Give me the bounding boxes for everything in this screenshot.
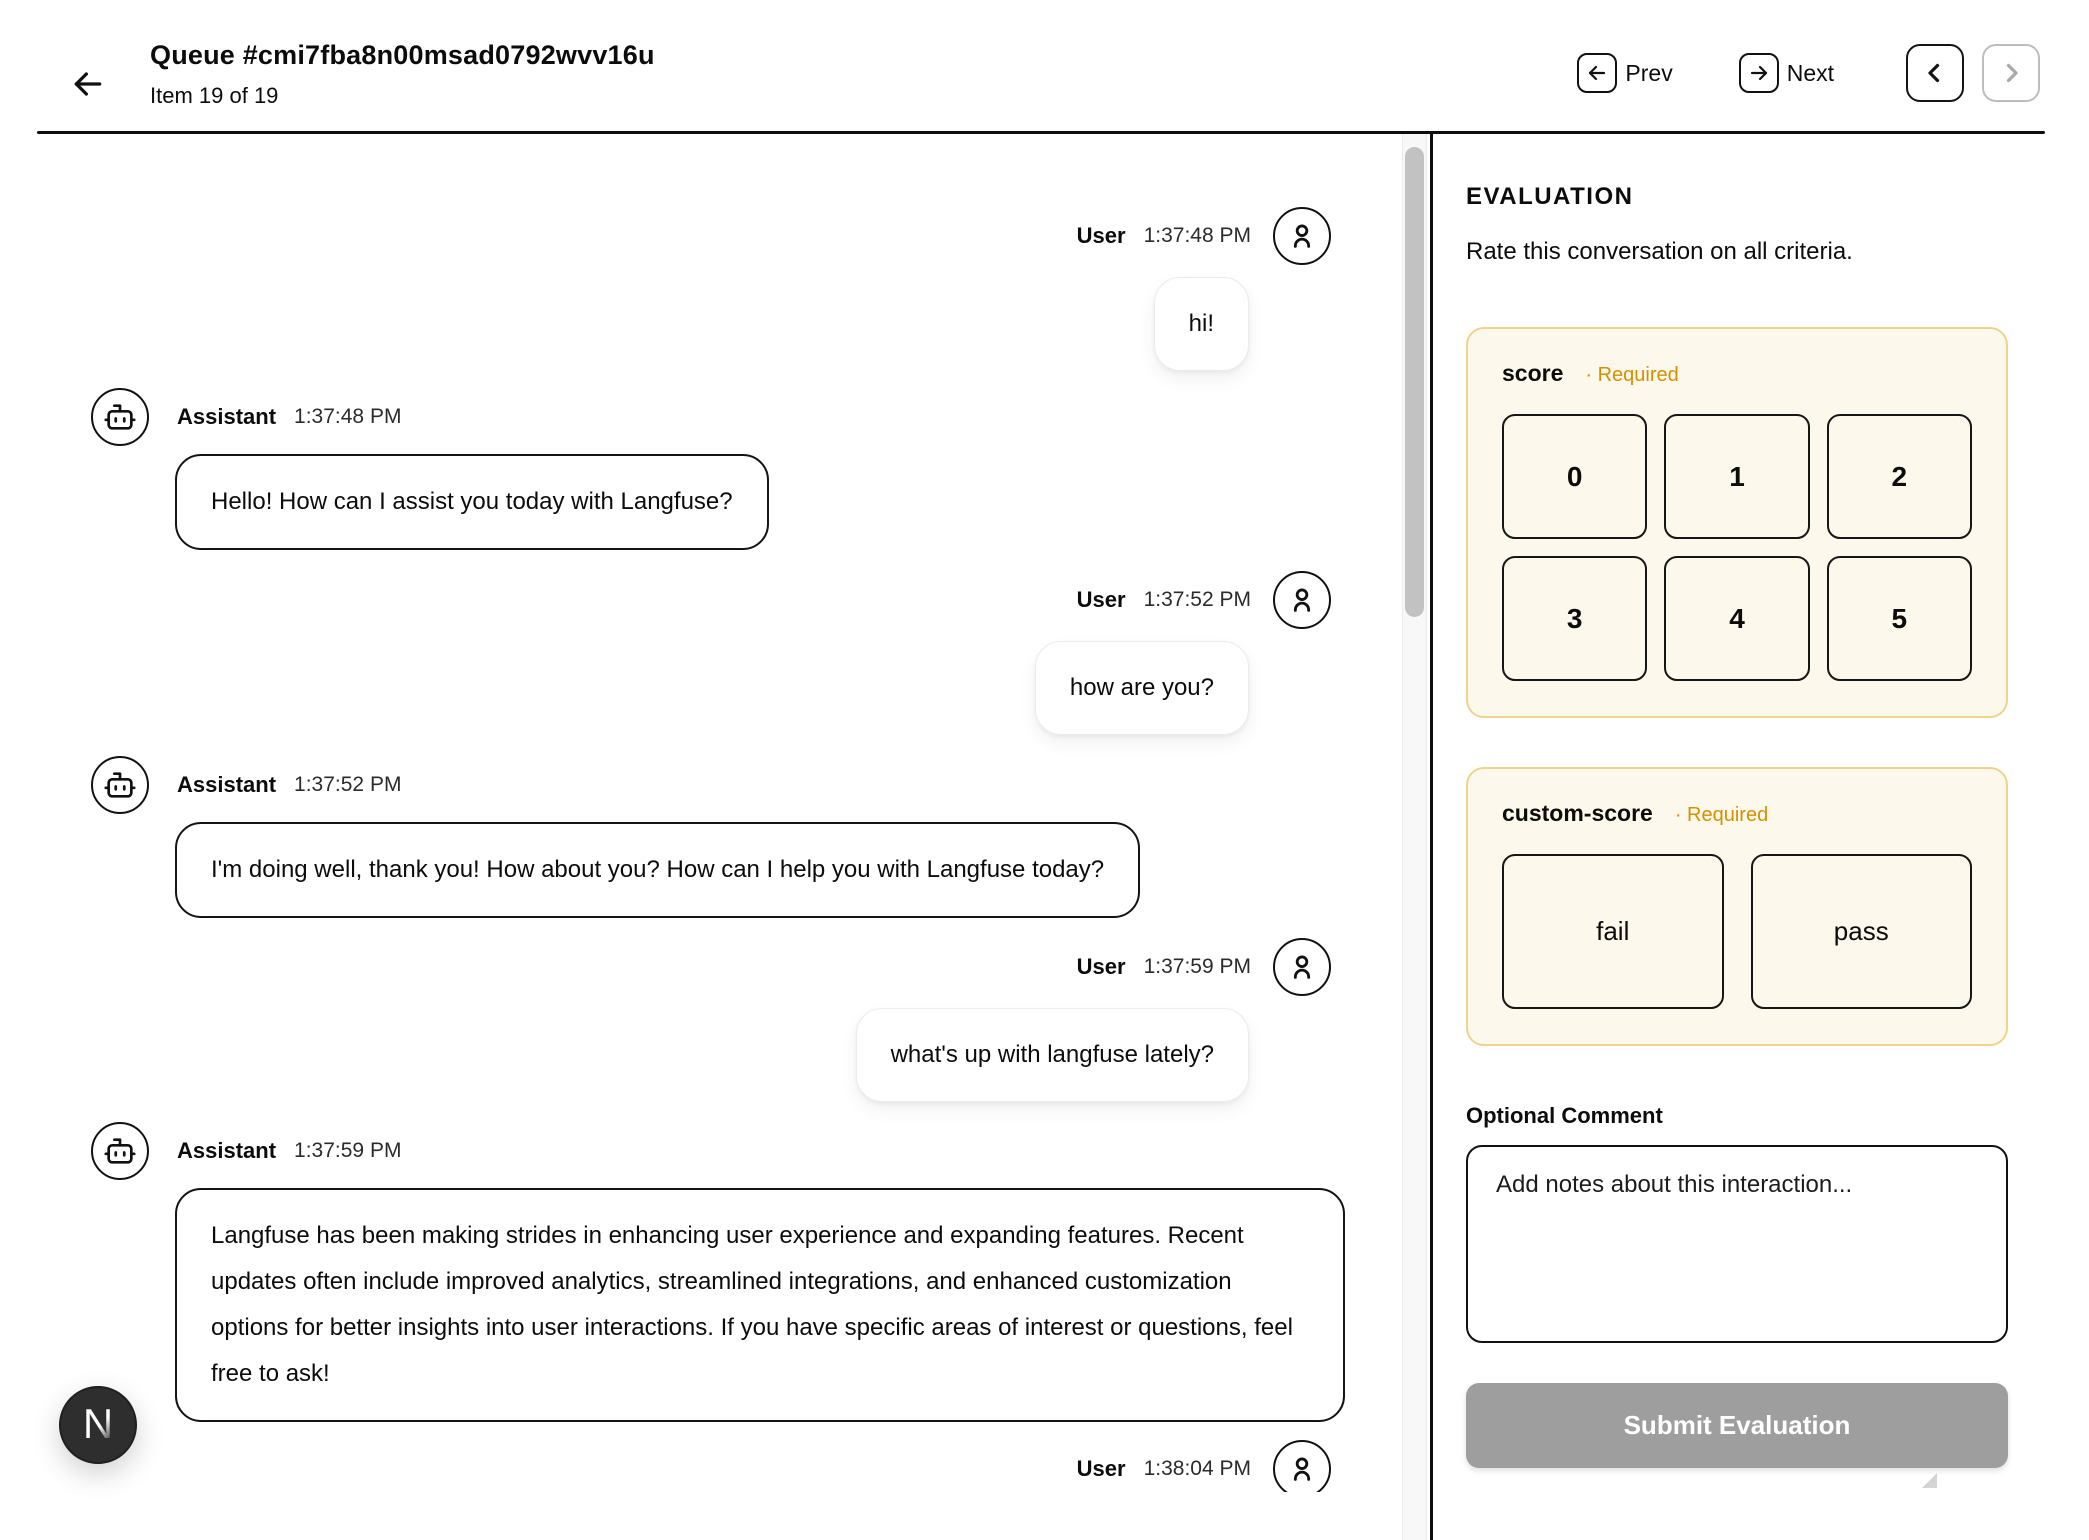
message-timestamp: 1:37:52 PM	[1143, 588, 1251, 611]
message-role: Assistant	[177, 404, 277, 429]
user-icon	[1285, 1452, 1319, 1486]
option-score-4[interactable]: 4	[1664, 556, 1809, 681]
chat-scrollbar-track	[1402, 134, 1427, 1540]
submit-evaluation-button[interactable]: Submit Evaluation	[1466, 1383, 2008, 1468]
prev-item-button[interactable]	[1577, 53, 1617, 93]
next-item-button[interactable]	[1739, 53, 1779, 93]
message-timestamp: 1:37:48 PM	[294, 405, 402, 428]
message-role: Assistant	[177, 772, 277, 797]
message-bubble: hi!	[1154, 277, 1249, 371]
evaluation-description: Rate this conversation on all criteria.	[1466, 238, 1853, 265]
chat-message	[1077, 207, 1331, 371]
message-role: Assistant	[177, 1138, 277, 1163]
message-header	[91, 1122, 401, 1180]
evaluation-heading: EVALUATION	[1466, 183, 1634, 210]
comment-textarea[interactable]	[1466, 1145, 2008, 1343]
message-header	[1077, 571, 1331, 629]
user-avatar	[1273, 207, 1331, 265]
message-bubble: I'm doing well, thank you! How about you? How can I help you with Langfuse today?	[175, 822, 1140, 918]
required-badge: · Required	[1585, 364, 1679, 386]
message-timestamp: 1:38:04 PM	[1143, 1457, 1251, 1480]
assistant-avatar	[91, 756, 149, 814]
criterion-name: custom-score	[1502, 800, 1653, 826]
message-bubble: how are you?	[1035, 641, 1249, 735]
message-timestamp: 1:37:48 PM	[1143, 224, 1251, 247]
message-header	[1077, 1440, 1331, 1492]
message-bubble: what's up with langfuse lately?	[856, 1008, 1249, 1102]
user-avatar	[1273, 1440, 1331, 1492]
criterion-header	[1502, 800, 1972, 827]
page-title: Queue #cmi7fba8n00msad0792wvv16u	[150, 40, 655, 70]
option-score-0[interactable]: 0	[1502, 414, 1647, 539]
assistant-avatar	[91, 388, 149, 446]
nextjs-logo-icon: N	[82, 1400, 114, 1447]
chat-message	[856, 938, 1331, 1102]
user-avatar	[1273, 571, 1331, 629]
chat-message	[91, 1122, 1345, 1422]
nextjs-dev-badge[interactable]	[59, 1386, 137, 1464]
chat-message	[1035, 571, 1331, 735]
comment-label: Optional Comment	[1466, 1103, 1663, 1128]
user-icon	[1285, 219, 1319, 253]
header	[0, 0, 2089, 134]
option-score-1[interactable]: 1	[1664, 414, 1809, 539]
message-role: User	[1076, 587, 1126, 612]
back-button[interactable]	[68, 64, 112, 104]
assistant-avatar	[91, 1122, 149, 1180]
prev-label: Prev	[1625, 59, 1673, 86]
message-role: User	[1076, 1456, 1126, 1481]
required-badge: · Required	[1674, 804, 1769, 826]
resize-grip-icon[interactable]	[1922, 1473, 1937, 1488]
criterion-card-custom-score	[1466, 767, 2008, 1046]
bot-icon	[103, 400, 137, 434]
option-score-5[interactable]: 5	[1827, 556, 1972, 681]
message-role: User	[1076, 954, 1126, 979]
conversation-panel	[0, 134, 1430, 1492]
message-header	[91, 756, 401, 814]
bot-icon	[103, 768, 137, 802]
message-header	[1077, 938, 1331, 996]
next-label: Next	[1786, 59, 1834, 86]
user-avatar	[1273, 938, 1331, 996]
chevron-right-icon	[1996, 58, 2026, 88]
option-score-3[interactable]: 3	[1502, 556, 1647, 681]
option-custom-score-fail[interactable]: fail	[1502, 854, 1724, 1009]
header-nav	[1577, 44, 2040, 102]
user-icon	[1285, 950, 1319, 984]
criteria-list	[1466, 327, 2008, 1046]
option-score-2[interactable]: 2	[1827, 414, 1972, 539]
chat-message	[1077, 1440, 1331, 1492]
arrow-left-icon	[68, 64, 108, 104]
item-counter: Item 19 of 19	[150, 83, 279, 108]
chat-message	[91, 756, 1140, 918]
message-header	[1077, 207, 1331, 265]
criterion-name: score	[1502, 360, 1564, 386]
criterion-header	[1502, 360, 1972, 387]
chevron-left-icon	[1920, 58, 1950, 88]
message-timestamp: 1:37:59 PM	[294, 1139, 402, 1162]
message-header	[91, 388, 401, 446]
chat-scrollbar-thumb[interactable]	[1405, 147, 1424, 617]
message-bubble: Hello! How can I assist you today with Langfuse?	[175, 454, 769, 550]
arrow-right-icon	[1747, 61, 1771, 85]
chevron-left-button[interactable]	[1906, 44, 1964, 102]
bot-icon	[103, 1134, 137, 1168]
message-timestamp: 1:37:52 PM	[294, 773, 402, 796]
message-timestamp: 1:37:59 PM	[1143, 955, 1251, 978]
option-custom-score-pass[interactable]: pass	[1751, 854, 1973, 1009]
header-titles	[150, 40, 655, 109]
message-bubble: Langfuse has been making strides in enhancing user experience and expanding features. Recent updates often include improved analytics, streamlined integrations, and enhanced customization options for better insights into user interactions. If you have specific areas of interest or questions, feel free to ask!	[175, 1188, 1345, 1422]
chat-message	[91, 388, 769, 550]
evaluation-panel	[1433, 134, 2089, 1540]
criterion-card-score	[1466, 327, 2008, 718]
message-role: User	[1076, 223, 1126, 248]
criterion-options	[1502, 414, 1972, 681]
chevron-right-button[interactable]	[1982, 44, 2040, 102]
arrow-left-icon	[1585, 61, 1609, 85]
criterion-options	[1502, 854, 1972, 1009]
user-icon	[1285, 583, 1319, 617]
